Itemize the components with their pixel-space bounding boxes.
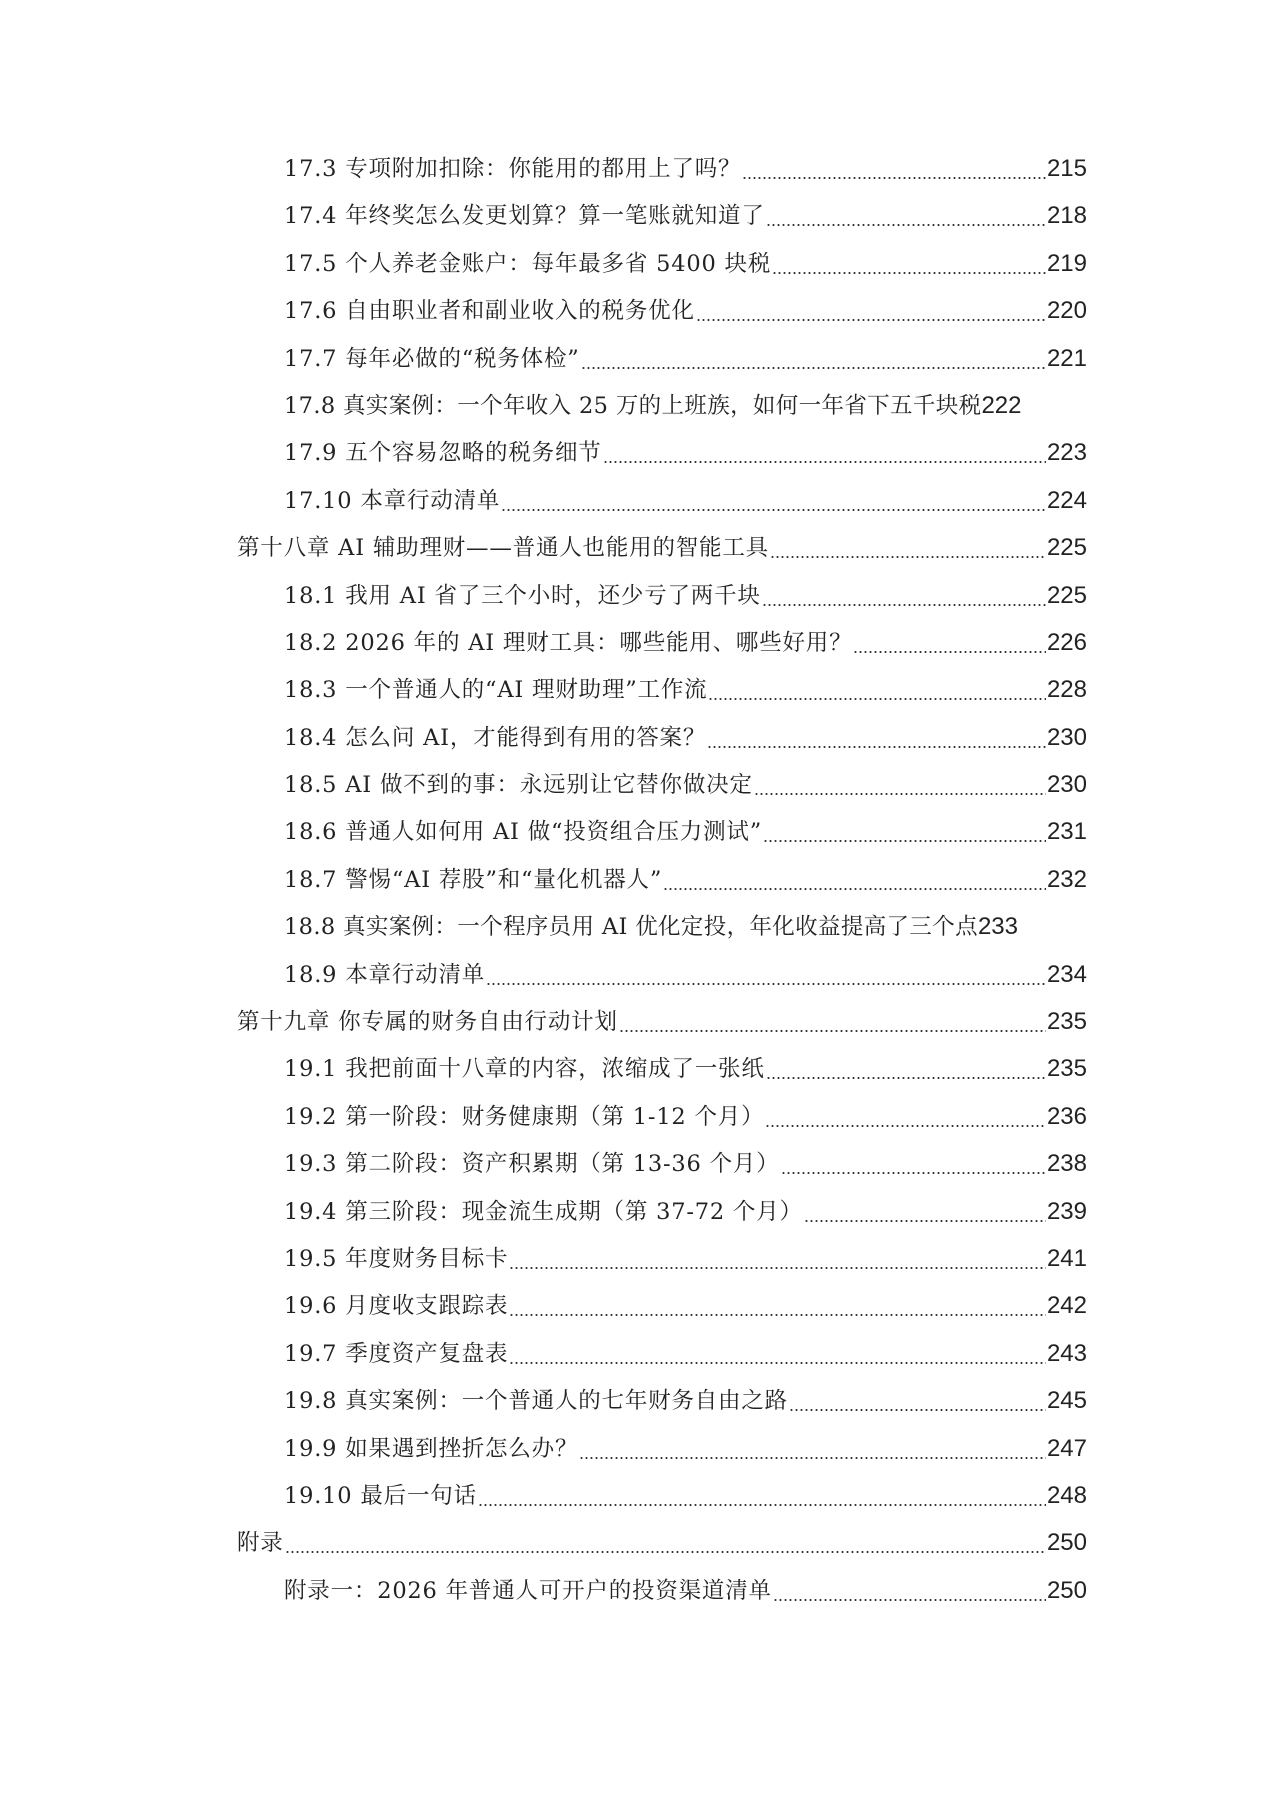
toc-section-entry[interactable] xyxy=(237,438,1087,485)
toc-section-entry[interactable] xyxy=(237,675,1087,722)
toc-section-entry[interactable] xyxy=(237,391,1087,438)
toc-page-number: 235 xyxy=(1046,1008,1087,1036)
dot-leader xyxy=(766,201,1046,231)
toc-chapter-entry[interactable] xyxy=(237,1007,1087,1054)
dot-leader xyxy=(486,960,1046,990)
toc-entry-title: 17.5 个人养老金账户：每年最多省 5400 块税 xyxy=(284,250,772,277)
toc-page-number: 230 xyxy=(1046,723,1087,751)
dot-leader xyxy=(501,486,1046,516)
dot-leader xyxy=(663,865,1046,895)
dot-leader xyxy=(770,533,1046,563)
toc-entry-title: 17.10 本章行动清单 xyxy=(284,487,501,514)
toc-entry-title: 第十九章 你专属的财务自由行动计划 xyxy=(237,1009,618,1036)
toc-page-number: 238 xyxy=(1046,1150,1087,1178)
toc-entry-title: 19.6 月度收支跟踪表 xyxy=(284,1293,509,1320)
toc-entry-title: 18.8 真实案例：一个程序员用 AI 优化定投，年化收益提高了三个点 xyxy=(284,914,978,941)
dot-leader xyxy=(742,154,1046,184)
toc-page-number: 235 xyxy=(1046,1055,1087,1083)
toc-section-entry[interactable] xyxy=(237,1244,1087,1291)
toc-page-number: 218 xyxy=(1046,202,1087,230)
toc-entry-title: 17.9 五个容易忽略的税务细节 xyxy=(284,440,602,467)
toc-page-number: 224 xyxy=(1046,486,1087,514)
toc-page-number: 247 xyxy=(1046,1434,1087,1462)
dot-leader xyxy=(853,628,1046,658)
toc-entry-title: 19.2 第一阶段：财务健康期（第 1-12 个月） xyxy=(284,1103,765,1130)
toc-page-number: 239 xyxy=(1046,1197,1087,1225)
toc-page-number: 220 xyxy=(1046,297,1087,325)
toc-page-number: 242 xyxy=(1046,1292,1087,1320)
toc-section-entry[interactable] xyxy=(237,1481,1087,1528)
toc-page-number: 225 xyxy=(1046,581,1087,609)
toc-entry-title: 19.1 我把前面十八章的内容，浓缩成了一张纸 xyxy=(284,1056,765,1083)
dot-leader xyxy=(789,1386,1046,1416)
toc-section-entry[interactable] xyxy=(237,1339,1087,1386)
toc-entry-title: 18.7 警惕“AI 荐股”和“量化机器人” xyxy=(284,866,663,893)
dot-leader xyxy=(696,296,1046,326)
dot-leader xyxy=(781,1149,1046,1179)
toc-section-entry[interactable] xyxy=(237,581,1087,628)
toc-entry-title: 18.9 本章行动清单 xyxy=(284,961,486,988)
toc-section-entry[interactable] xyxy=(237,154,1087,201)
toc-entry-title: 附录一：2026 年普通人可开户的投资渠道清单 xyxy=(284,1577,772,1604)
toc-entry-title: 17.3 专项附加扣除：你能用的都用上了吗？ xyxy=(284,156,742,182)
toc-entry-title: 18.5 AI 做不到的事：永远别让它替你做决定 xyxy=(284,772,753,799)
toc-entry-title: 19.3 第二阶段：资产积累期（第 13-36 个月） xyxy=(284,1151,780,1178)
toc-entry-title: 17.6 自由职业者和副业收入的税务优化 xyxy=(284,298,695,325)
toc-page-number: 219 xyxy=(1046,249,1087,277)
dot-leader xyxy=(581,344,1046,374)
toc-section-entry[interactable] xyxy=(237,486,1087,533)
toc-section-entry[interactable] xyxy=(237,1434,1087,1481)
toc-section-entry[interactable] xyxy=(237,1291,1087,1338)
toc-page-number: 233 xyxy=(977,913,1018,941)
toc-page-number: 241 xyxy=(1046,1244,1087,1272)
toc-section-entry[interactable] xyxy=(237,1576,1087,1623)
toc-section-entry[interactable] xyxy=(237,865,1087,912)
toc-section-entry[interactable] xyxy=(237,960,1087,1007)
toc-entry-title: 18.3 一个普通人的“AI 理财助理”工作流 xyxy=(284,677,708,704)
toc-section-entry[interactable] xyxy=(237,770,1087,817)
dot-leader xyxy=(619,1007,1046,1037)
toc-page-number: 236 xyxy=(1046,1102,1087,1130)
dot-leader xyxy=(603,438,1046,468)
toc-page-number: 248 xyxy=(1046,1481,1087,1509)
dot-leader xyxy=(708,675,1046,705)
toc-chapter-entry[interactable] xyxy=(237,1528,1087,1575)
toc-page-number: 228 xyxy=(1046,676,1087,704)
toc-page-number: 250 xyxy=(1046,1576,1087,1604)
toc-page-number: 234 xyxy=(1046,960,1087,988)
toc-section-entry[interactable] xyxy=(237,296,1087,343)
dot-leader xyxy=(773,1576,1046,1606)
toc-page-number: 245 xyxy=(1046,1387,1087,1415)
dot-leader xyxy=(763,817,1046,847)
toc-section-entry[interactable] xyxy=(237,817,1087,864)
table-of-contents xyxy=(237,154,1087,1623)
dot-leader xyxy=(509,1291,1046,1321)
toc-entry-title: 19.9 如果遇到挫折怎么办？ xyxy=(284,1435,579,1462)
toc-page-number: 231 xyxy=(1046,818,1087,846)
toc-section-entry[interactable] xyxy=(237,1054,1087,1101)
toc-section-entry[interactable] xyxy=(237,344,1087,391)
dot-leader xyxy=(766,1054,1046,1084)
dot-leader xyxy=(804,1197,1046,1227)
toc-entry-title: 19.4 第三阶段：现金流生成期（第 37-72 个月） xyxy=(284,1198,803,1225)
toc-entry-title: 19.5 年度财务目标卡 xyxy=(284,1245,509,1272)
toc-entry-title: 18.2 2026 年的 AI 理财工具：哪些能用、哪些好用？ xyxy=(284,629,853,656)
toc-section-entry[interactable] xyxy=(237,1386,1087,1433)
toc-entry-title: 17.4 年终奖怎么发更划算？算一笔账就知道了 xyxy=(284,203,765,230)
toc-page-number: 215 xyxy=(1046,155,1087,182)
toc-page-number: 250 xyxy=(1046,1529,1087,1557)
dot-leader xyxy=(509,1339,1046,1369)
toc-entry-title: 19.7 季度资产复盘表 xyxy=(284,1340,509,1367)
toc-entry-title: 附录 xyxy=(237,1530,284,1557)
toc-section-entry[interactable] xyxy=(237,628,1087,675)
dot-leader xyxy=(509,1244,1046,1274)
toc-entry-title: 18.4 怎么问 AI，才能得到有用的答案？ xyxy=(284,724,707,751)
toc-section-entry[interactable] xyxy=(237,1149,1087,1196)
toc-entry-title: 18.6 普通人如何用 AI 做“投资组合压力测试” xyxy=(284,819,762,846)
toc-section-entry[interactable] xyxy=(237,912,1087,959)
toc-section-entry[interactable] xyxy=(237,1102,1087,1149)
toc-page-number: 222 xyxy=(981,391,1022,419)
toc-section-entry[interactable] xyxy=(237,201,1087,248)
toc-page-number: 221 xyxy=(1046,344,1087,372)
toc-entry-title: 17.8 真实案例：一个年收入 25 万的上班族，如何一年省下五千块税 xyxy=(284,392,982,419)
toc-entry-title: 19.10 最后一句话 xyxy=(284,1482,477,1509)
toc-entry-title: 17.7 每年必做的“税务体检” xyxy=(284,345,580,372)
dot-leader xyxy=(762,581,1046,611)
dot-leader xyxy=(754,770,1046,800)
toc-entry-title: 第十八章 AI 辅助理财——普通人也能用的智能工具 xyxy=(237,535,769,562)
dot-leader xyxy=(707,723,1046,753)
toc-entry-title: 18.1 我用 AI 省了三个小时，还少亏了两千块 xyxy=(284,582,761,609)
dot-leader xyxy=(765,1102,1046,1132)
toc-page-number: 226 xyxy=(1046,628,1087,656)
toc-page-number: 225 xyxy=(1046,534,1087,562)
toc-section-entry[interactable] xyxy=(237,249,1087,296)
toc-entry-title: 19.8 真实案例：一个普通人的七年财务自由之路 xyxy=(284,1388,788,1415)
dot-leader xyxy=(478,1481,1046,1511)
toc-section-entry[interactable] xyxy=(237,723,1087,770)
toc-page-number: 232 xyxy=(1046,865,1087,893)
dot-leader xyxy=(579,1434,1046,1464)
dot-leader xyxy=(772,249,1046,279)
toc-page-number: 223 xyxy=(1046,439,1087,467)
toc-page-number: 243 xyxy=(1046,1339,1087,1367)
toc-page-number: 230 xyxy=(1046,771,1087,799)
toc-chapter-entry[interactable] xyxy=(237,533,1087,580)
toc-section-entry[interactable] xyxy=(237,1197,1087,1244)
dot-leader xyxy=(285,1528,1046,1558)
